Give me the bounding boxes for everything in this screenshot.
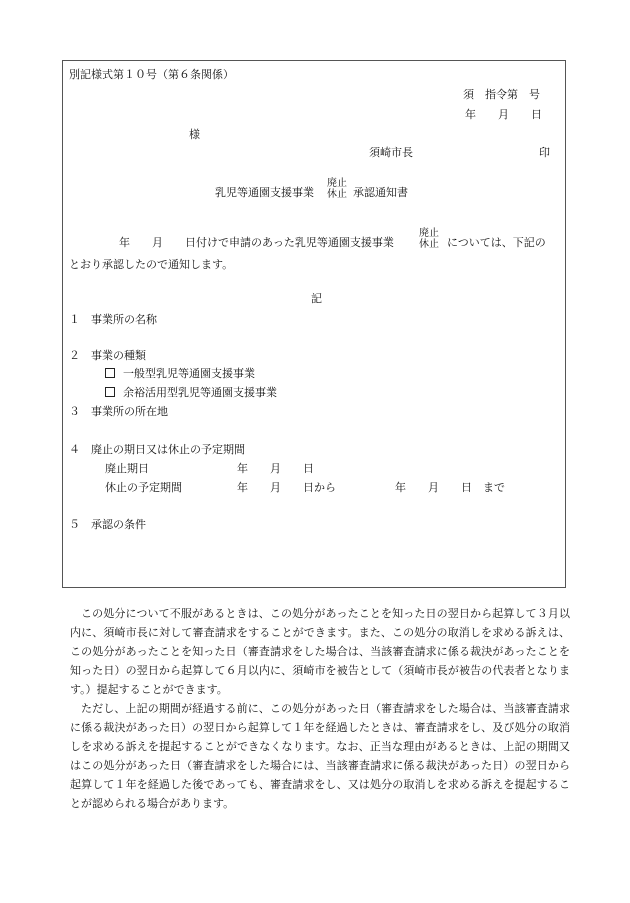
issuer: 須崎市長	[369, 146, 413, 159]
body-stack	[419, 229, 439, 250]
seal-mark: 印	[539, 146, 550, 159]
notice-paragraph-1: この処分について不服があるときは、この処分があったことを知った日の翌日から起算して３月以内に、須崎市長に対して審査請求をすることができます。また、この処分の取消しを求める訴えは、この処分があったことを知った日（審査請求をした場合は、当該審査請求に係る裁決があったことを知った日）の翌日から起算して６月以内に、須崎市を被告として（須崎市長が被告の代表者となります。）提起することができます。	[70, 607, 570, 696]
notice-paragraph-2: ただし、上記の期間が経過する前に、この処分があった日（審査請求をした場合は、当該審査請求に係る裁決があった日）の翌日から起算して１年を経過したときは、審査請求をし、及び処分の取消しを求める訴えを提起することができなくなります。なお、正当な理由があるときは、上記の期間又はこの処分があった日（審査請求をした場合には、当該審査請求に係る裁決があった日）の翌日から起算して１年を経過した後であっても、審査請求をし、又は処分の取消しを求める訴えを提起することが認められる場合があります。	[70, 702, 570, 810]
item-4: ４ 廃止の期日又は休止の予定期間	[69, 443, 245, 456]
form-frame	[62, 60, 566, 588]
suspend-period-to: 年 月 日 まで	[395, 481, 505, 494]
title-stack-top: 廃止	[327, 178, 347, 189]
title-stack-bottom: 休止	[327, 188, 347, 200]
body-line2: とおり承認したので通知します。	[69, 258, 234, 271]
option-1-label: 一般型乳児等通園支援事業	[123, 367, 255, 380]
document-date: 年 月 日	[465, 108, 542, 121]
title-prefix: 乳児等通園支援事業	[215, 186, 314, 199]
body-stack-top: 廃止	[419, 228, 439, 239]
suspend-period-from: 年 月 日から	[237, 481, 336, 494]
item-2: ２ 事業の種類	[69, 349, 146, 362]
form-header: 別記様式第１０号（第６条関係）	[69, 68, 234, 81]
body-line1-tail: については、下記の	[447, 236, 546, 249]
item-2-option-2	[105, 387, 277, 398]
appeal-notice	[70, 604, 570, 813]
item-1: １ 事業所の名称	[69, 313, 157, 326]
option-2-label: 余裕活用型乳児等通園支援事業	[123, 386, 277, 399]
document-number: 須 指令第 号	[463, 88, 540, 101]
addressee-suffix: 様	[189, 128, 200, 141]
abolish-date: 年 月 日	[237, 462, 314, 475]
item-5: ５ 承認の条件	[69, 518, 146, 531]
item-3: ３ 事業所の所在地	[69, 405, 168, 418]
title-stack	[327, 179, 347, 200]
suspend-period-label: 休止の予定期間	[105, 481, 182, 494]
item-2-option-1	[105, 368, 255, 379]
ki-heading: 記	[311, 292, 322, 305]
title-suffix: 承認通知書	[353, 186, 408, 199]
checkbox-icon	[105, 368, 115, 378]
body-line1: 年 月 日付けで申請のあった乳児等通園支援事業	[119, 236, 394, 249]
body-stack-bottom: 休止	[419, 238, 439, 250]
checkbox-icon	[105, 387, 115, 397]
abolish-date-label: 廃止期日	[105, 462, 149, 475]
